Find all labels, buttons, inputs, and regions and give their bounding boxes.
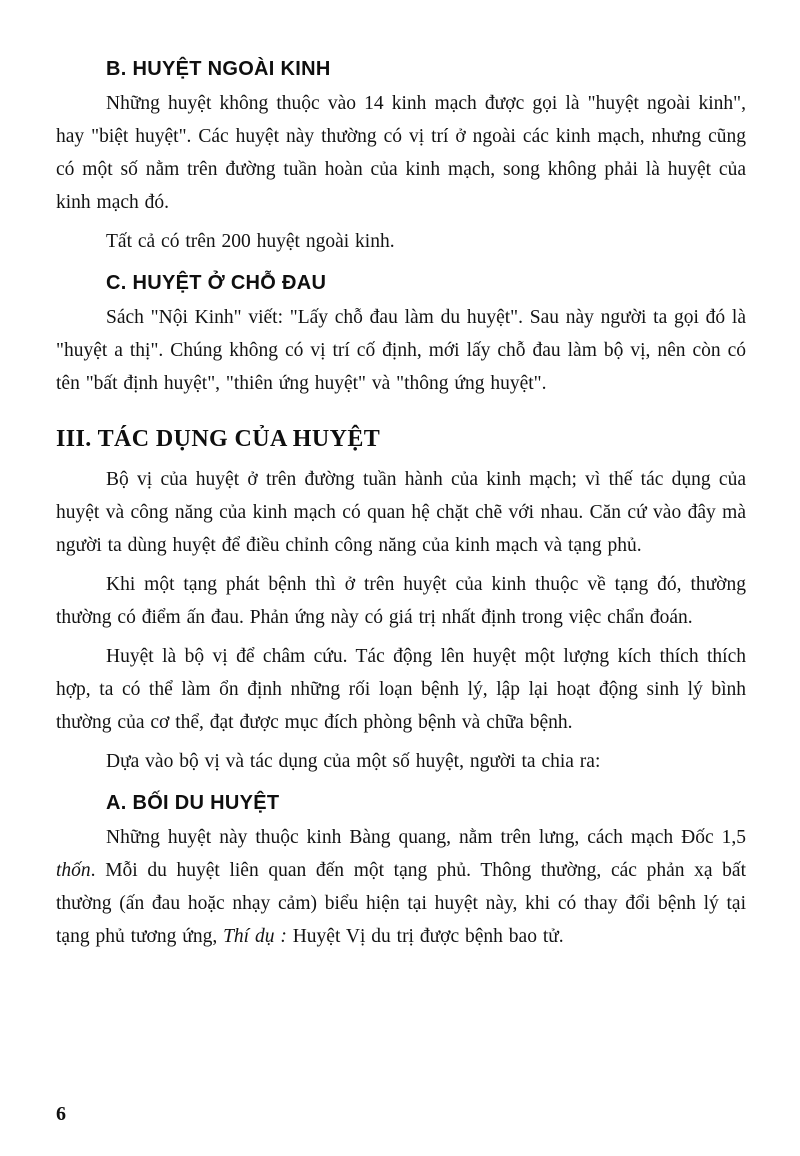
paragraph: Dựa vào bộ vị và tác dụng của một số huyệt, người ta chia ra: (106, 751, 601, 772)
heading-tac-dung-cua-huyet: III. TÁC DỤNG CỦA HUYỆT (56, 426, 381, 452)
italic-term: Thí dụ : (223, 926, 287, 947)
page-number: 6 (56, 1103, 66, 1125)
paragraph: Tất cả có trên 200 huyệt ngoài kinh. (106, 231, 395, 252)
paragraph-text: . Mỗi du huyệt liên quan đến một tạng phủ. Thông thường, các phản xạ bất thường (ấn đau hoặc nhạy cảm) biểu hiện tại huyệt này, khi có thay đổi bệnh lý tại tạng phủ tương ứng, (56, 860, 746, 947)
paragraph: Huyệt là bộ vị để châm cứu. Tác động lên huyệt một lượng kích thích thích hợp, ta có thể làm ổn định những rối loạn bệnh lý, lập lại hoạt động sinh lý bình thường của cơ thể, đạt được mục đích phòng bệnh và chữa bệnh. (56, 646, 746, 733)
paragraph: Sách "Nội Kinh" viết: "Lấy chỗ đau làm du huyệt". Sau này người ta gọi đó là "huyệt a thị". Chúng không có vị trí cố định, mới lấy chỗ đau làm bộ vị, nên còn có tên "bất định huyệt", "thiên ứng huyệt" và "thông ứng huyệt". (56, 307, 746, 394)
paragraph: Bộ vị của huyệt ở trên đường tuần hành của kinh mạch; vì thế tác dụng của huyệt và công năng của kinh mạch có quan hệ chặt chẽ với nhau. Căn cứ vào đây mà người ta dùng huyệt để điều chỉnh công năng của kinh mạch và tạng phủ. (56, 469, 746, 556)
paragraph-text: Những huyệt này thuộc kinh Bàng quang, nằm trên lưng, cách mạch Đốc 1,5 (106, 827, 746, 848)
paragraph: Khi một tạng phát bệnh thì ở trên huyệt của kinh thuộc về tạng đó, thường thường có điểm ấn đau. Phản ứng này có giá trị nhất định trong việc chẩn đoán. (56, 574, 746, 628)
heading-huyet-o-cho-dau: C. HUYỆT Ở CHỖ ĐAU (106, 272, 327, 294)
italic-term: thốn (56, 860, 91, 881)
paragraph: Những huyệt không thuộc vào 14 kinh mạch được gọi là "huyệt ngoài kinh", hay "biệt huyệt". Các huyệt này thường có vị trí ở ngoài các kinh mạch, nhưng cũng có một số nằm trên đường tuần hoàn của kinh mạch, song không phải là huyệt của kinh mạch đó. (56, 93, 746, 213)
heading-huyet-ngoai-kinh: B. HUYỆT NGOÀI KINH (106, 58, 331, 80)
heading-boi-du-huyet: A. BỐI DU HUYỆT (106, 792, 280, 814)
paragraph (56, 821, 746, 953)
paragraph-text: Huyệt Vị du trị được bệnh bao tử. (286, 926, 564, 947)
